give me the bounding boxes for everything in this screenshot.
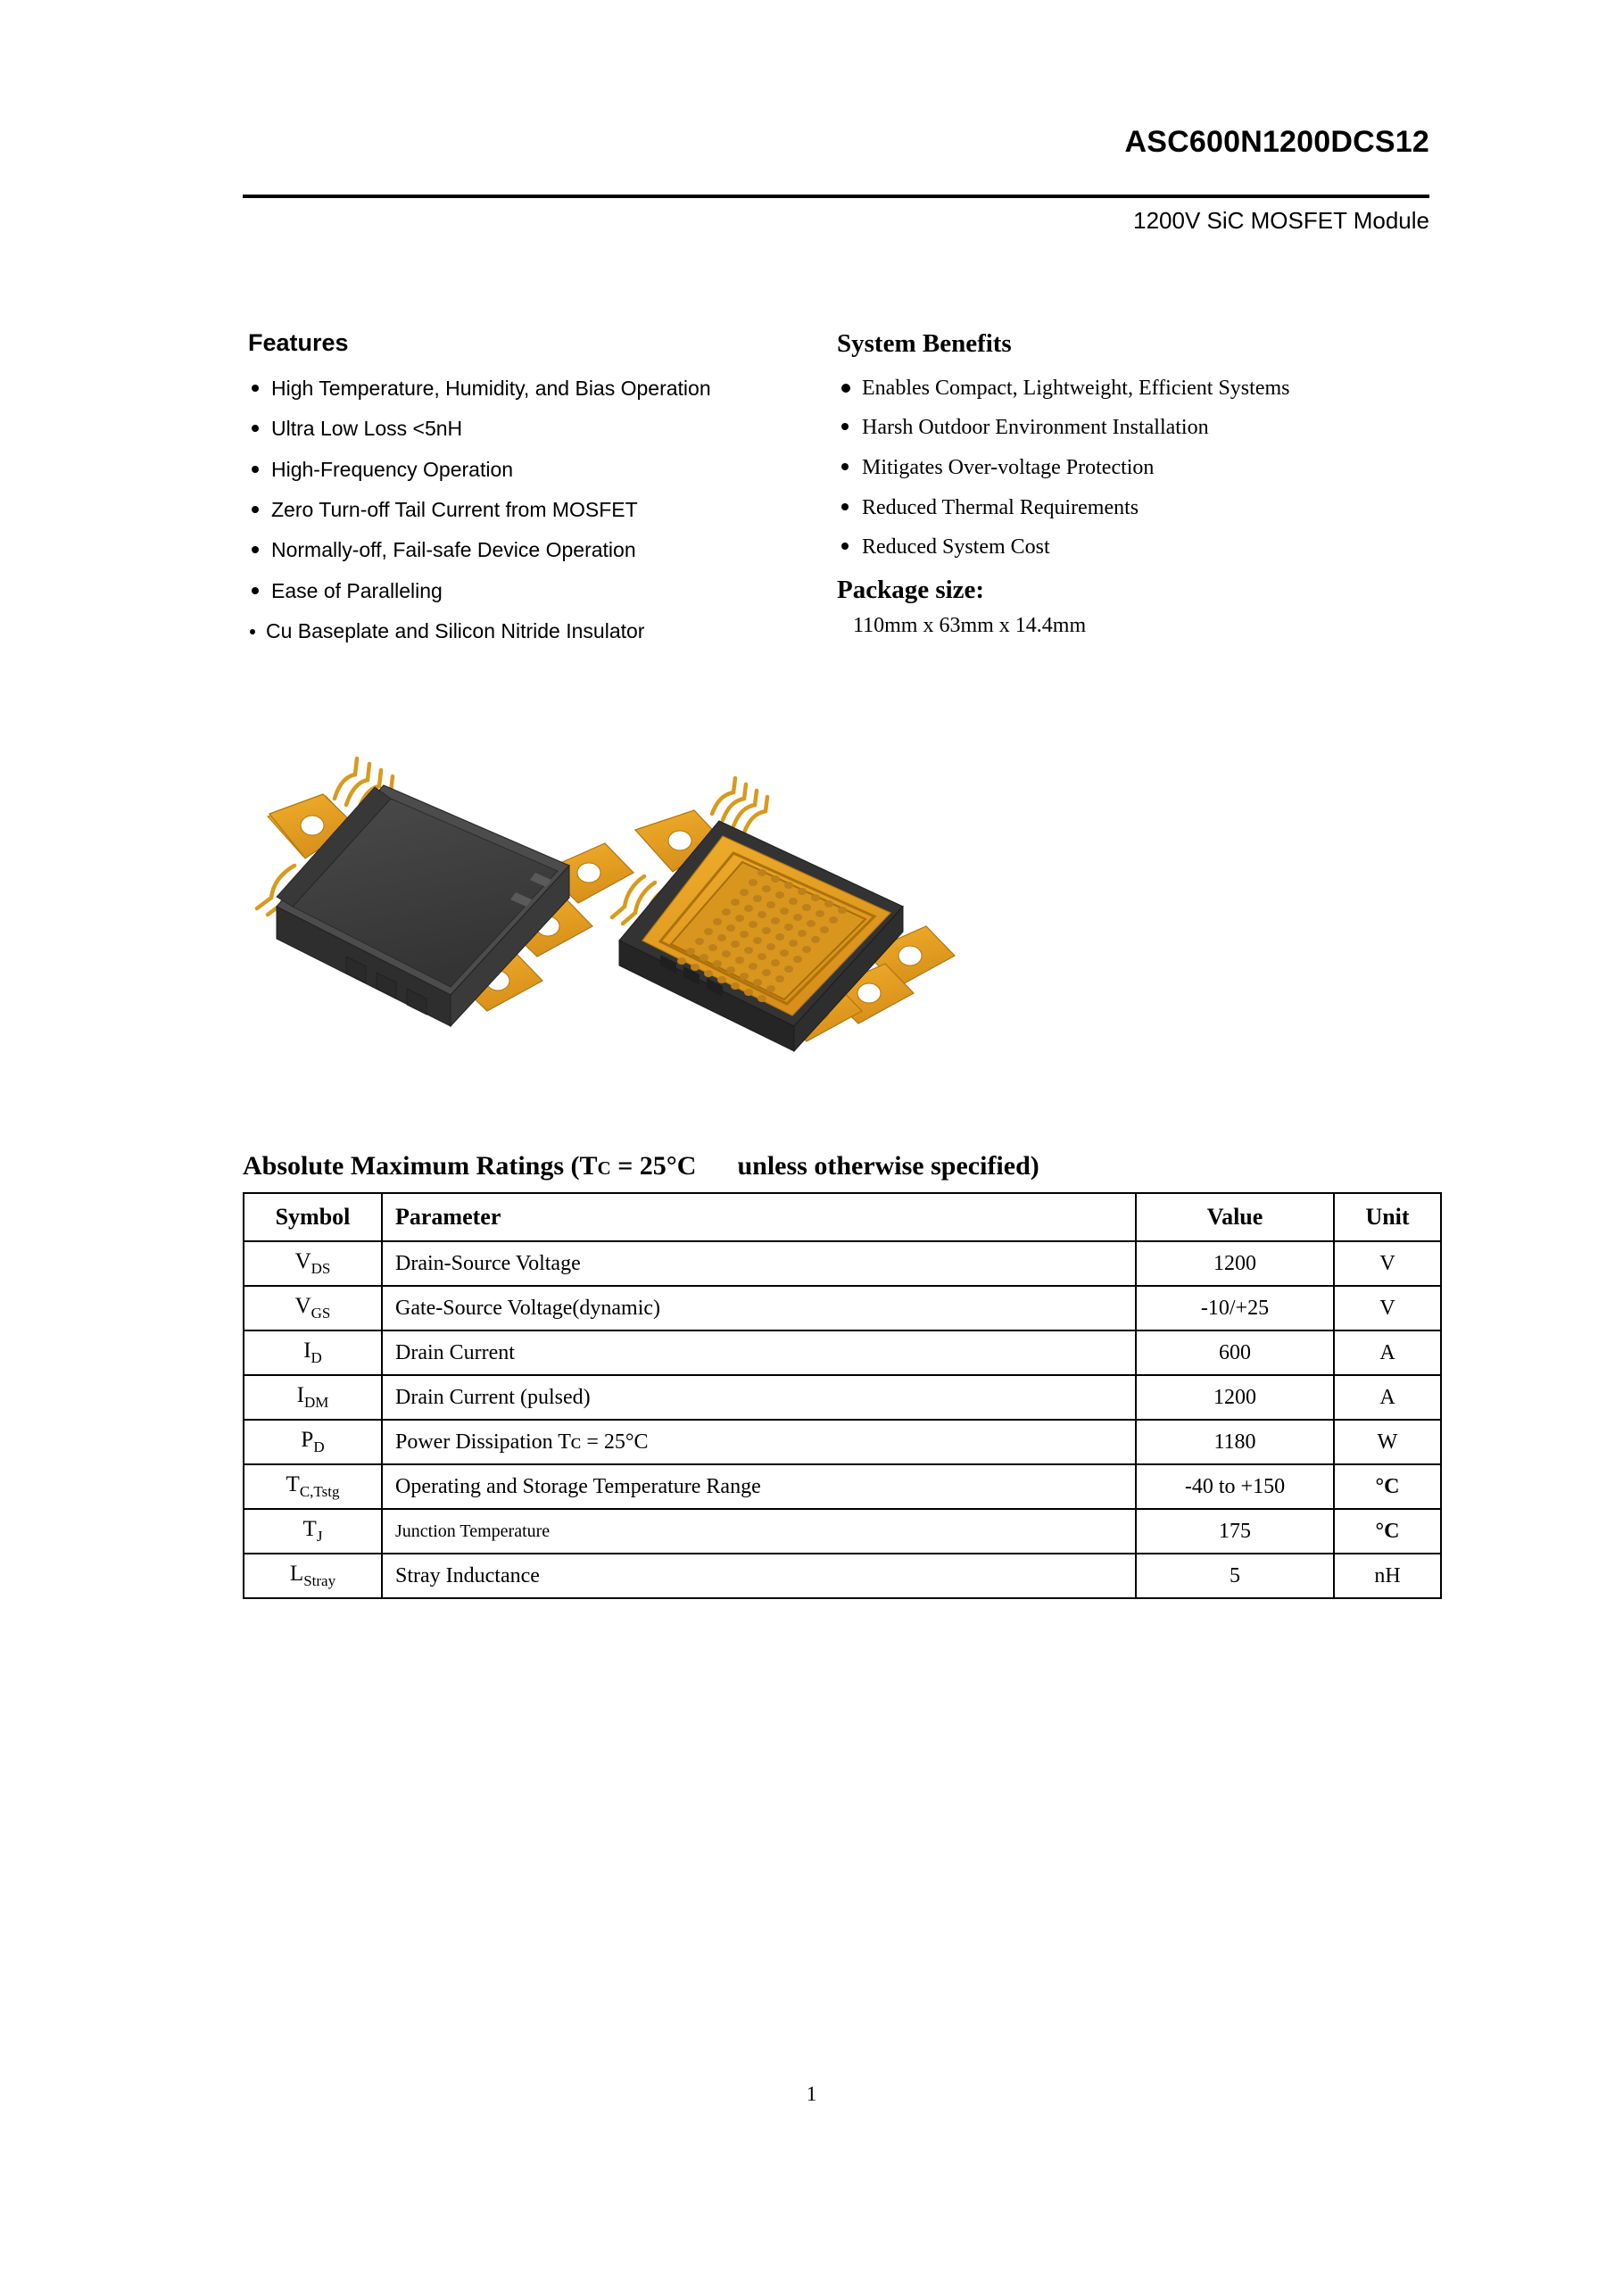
symbol-main: P — [301, 1428, 314, 1452]
list-item — [837, 377, 1462, 402]
column-header-parameter: Parameter — [382, 1193, 1136, 1241]
feature-label: Ease of Paralleling — [271, 578, 443, 602]
feature-label: Ultra Low Loss <5nH — [271, 417, 463, 441]
cell-value: 1200 — [1136, 1241, 1334, 1286]
cell-parameter: Gate-Source Voltage(dynamic) — [382, 1286, 1136, 1330]
table-body — [244, 1241, 1441, 1598]
list-item — [248, 579, 819, 602]
ratings-title-sub: C — [597, 1157, 611, 1179]
list-item — [837, 416, 1462, 441]
cell-value: 600 — [1136, 1330, 1334, 1375]
symbol-main: L — [289, 1562, 304, 1586]
header-divider — [243, 195, 1429, 198]
system-benefits-heading: System Benefits — [837, 329, 1012, 358]
cell-symbol — [244, 1330, 382, 1375]
cell-parameter: Operating and Storage Temperature Range — [382, 1464, 1136, 1509]
system-benefits-list — [837, 377, 1462, 560]
cell-parameter: Stray Inductance — [382, 1554, 1136, 1598]
cell-unit: W — [1334, 1420, 1441, 1464]
symbol-subscript: D — [311, 1349, 322, 1366]
symbol-main: T — [302, 1517, 317, 1541]
benefit-label: Mitigates Over-voltage Protection — [862, 456, 1155, 480]
feature-label: Zero Turn-off Tail Current from MOSFET — [271, 498, 638, 521]
symbol-main: V — [294, 1294, 311, 1318]
cell-value: 5 — [1136, 1554, 1334, 1598]
package-size-heading: Package size: — [837, 575, 985, 604]
ratings-title-suffix: unless otherwise specified) — [737, 1151, 1039, 1181]
benefit-label: Reduced System Cost — [862, 535, 1050, 559]
list-item — [248, 498, 819, 521]
symbol-main: T — [286, 1472, 300, 1496]
product-images — [241, 732, 973, 1089]
column-header-unit: Unit — [1334, 1193, 1441, 1241]
list-item — [837, 456, 1462, 481]
part-number-title: ASC600N1200DCS12 — [1124, 125, 1429, 159]
list-item — [837, 496, 1462, 521]
features-section — [248, 330, 819, 660]
cell-unit: V — [1334, 1241, 1441, 1286]
benefit-label: Reduced Thermal Requirements — [862, 495, 1139, 519]
symbol-main: I — [303, 1339, 311, 1363]
cell-symbol — [244, 1375, 382, 1420]
benefit-label: Enables Compact, Lightweight, Efficient Systems — [862, 376, 1290, 400]
cell-parameter: Drain Current (pulsed) — [382, 1375, 1136, 1420]
symbol-subscript: C,Tstg — [299, 1483, 340, 1500]
table-row — [244, 1330, 1441, 1375]
symbol-main: V — [294, 1249, 311, 1273]
table-row — [244, 1286, 1441, 1330]
cell-parameter: Junction Temperature — [382, 1509, 1136, 1554]
list-item — [248, 458, 819, 481]
cell-symbol — [244, 1509, 382, 1554]
cell-symbol — [244, 1420, 382, 1464]
features-heading: Features — [248, 329, 349, 356]
table-row — [244, 1509, 1441, 1554]
cell-value: 1180 — [1136, 1420, 1334, 1464]
benefit-label: Harsh Outdoor Environment Installation — [862, 416, 1209, 440]
symbol-subscript: DS — [311, 1260, 331, 1277]
symbol-subscript: D — [313, 1438, 325, 1455]
list-item — [248, 417, 819, 440]
cell-symbol — [244, 1241, 382, 1286]
cell-value: 1200 — [1136, 1375, 1334, 1420]
cell-unit: °C — [1334, 1464, 1441, 1509]
package-size-value: 110mm x 63mm x 14.4mm — [853, 613, 1087, 637]
table-row — [244, 1241, 1441, 1286]
absolute-maximum-ratings-table — [243, 1192, 1442, 1599]
table-row — [244, 1554, 1441, 1598]
symbol-subscript: DM — [303, 1394, 329, 1411]
feature-label: High-Frequency Operation — [271, 457, 514, 481]
cell-parameter: Drain Current — [382, 1330, 1136, 1375]
cell-unit: A — [1334, 1330, 1441, 1375]
symbol-subscript: Stray — [303, 1572, 336, 1589]
cell-symbol — [244, 1464, 382, 1509]
symbol-main: I — [296, 1383, 304, 1407]
cell-value: -40 to +150 — [1136, 1464, 1334, 1509]
cell-parameter: Drain-Source Voltage — [382, 1241, 1136, 1286]
list-item — [248, 619, 819, 642]
cell-value: -10/+25 — [1136, 1286, 1334, 1330]
product-photo-group — [241, 732, 973, 1089]
ratings-title-prefix: Absolute Maximum Ratings (T — [243, 1151, 598, 1181]
column-header-symbol: Symbol — [244, 1193, 382, 1241]
cell-symbol — [244, 1554, 382, 1598]
ratings-table-title — [243, 1151, 1039, 1181]
page-number: 1 — [806, 2083, 817, 2105]
feature-label: Normally-off, Fail-safe Device Operation — [271, 538, 636, 562]
table-row — [244, 1420, 1441, 1464]
cell-unit: °C — [1334, 1509, 1441, 1554]
table-header-row — [244, 1193, 1441, 1241]
list-item — [248, 538, 819, 561]
cell-unit: A — [1334, 1375, 1441, 1420]
list-item — [248, 377, 819, 400]
symbol-subscript: GS — [311, 1305, 331, 1322]
system-benefits-section — [837, 330, 1462, 638]
module-top-view — [257, 758, 633, 1026]
feature-label: High Temperature, Humidity, and Bias Operation — [271, 376, 711, 400]
cell-value: 175 — [1136, 1509, 1334, 1554]
features-list — [248, 377, 819, 643]
cell-symbol — [244, 1286, 382, 1330]
cell-unit: nH — [1334, 1554, 1441, 1598]
product-subtitle: 1200V SiC MOSFET Module — [1133, 207, 1429, 234]
table-row — [244, 1375, 1441, 1420]
column-header-value: Value — [1136, 1193, 1334, 1241]
symbol-subscript: J — [316, 1528, 323, 1545]
feature-label: Cu Baseplate and Silicon Nitride Insulator — [266, 619, 645, 643]
table-row — [244, 1464, 1441, 1509]
cell-parameter: Power Dissipation Tᴄ = 25°C — [382, 1420, 1136, 1464]
cell-unit: V — [1334, 1286, 1441, 1330]
module-pinfin-baseplate-view — [612, 778, 955, 1051]
list-item — [837, 535, 1462, 560]
ratings-title-mid: = 25°C — [610, 1151, 697, 1181]
